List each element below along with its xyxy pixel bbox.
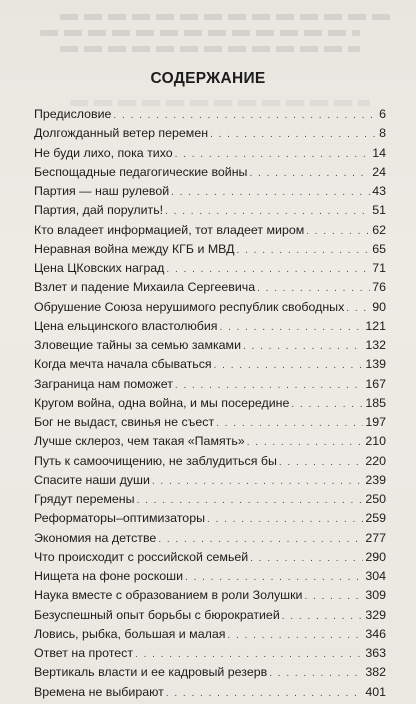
entry-page-number: 6 [379,107,386,121]
toc-entry [34,454,386,473]
entry-title: Цена ельцинского властолюбия [34,318,218,333]
entry-title: Реформаторы–оптимизаторы [34,511,205,526]
toc-entry [34,415,386,434]
toc-entry [34,184,386,203]
entry-page-number: 76 [372,280,386,295]
entry-page-number: 139 [365,357,386,372]
entry-title: Обрушение Союза нерушимого республик свободных [34,299,345,314]
dot-leader [165,206,370,217]
entry-page-number: 65 [372,241,386,256]
entry-title: Нищета на фоне роскоши [34,569,184,583]
toc-entry [34,242,386,261]
dot-leader [247,437,364,448]
toc-entry [34,627,386,646]
dot-leader [158,534,363,545]
dot-leader [175,380,363,391]
dot-leader [237,245,371,256]
toc-entry [34,146,386,165]
dot-leader [269,668,363,679]
entry-page-number: 309 [365,588,386,603]
entry-page-number: 250 [365,492,386,506]
entry-page-number: 8 [379,126,386,141]
entry-title: Спасите наши души [34,472,150,487]
toc-entry [34,511,386,530]
entry-page-number: 239 [365,472,386,487]
toc-entry [34,569,386,588]
entry-page-number: 90 [372,299,386,314]
dot-leader [175,149,371,160]
toc-entry [34,665,386,684]
toc-title: СОДЕРЖАНИЕ [150,70,266,87]
entry-title: Путь к самоочищению, не заблудиться бы [34,453,277,468]
dot-leader [185,572,363,583]
toc-entry [34,473,386,492]
toc-entry [34,319,386,338]
entry-page-number: 24 [372,164,386,179]
entry-page-number: 290 [365,549,386,564]
toc-entry [34,261,386,280]
bleed-through-text [60,46,360,52]
entry-title: Ловись, рыбка, большая и малая [34,626,226,641]
dot-leader [250,553,363,564]
dot-leader [243,341,363,352]
entry-title: Цена ЦКовских наград [34,261,165,275]
toc-entry [34,107,386,126]
dot-leader [304,591,363,602]
entry-page-number: 401 [365,684,386,699]
entry-title: Заграница нам поможет [34,376,173,391]
dot-leader [227,630,363,641]
entry-page-number: 329 [365,607,386,622]
entry-title: Беспощадные педагогические войны [34,164,248,179]
entry-title: Наука вместе с образованием в роли Золушки [34,588,303,603]
toc-entry [34,165,386,184]
dot-leader [291,399,363,410]
dot-leader [220,322,364,333]
dot-leader [306,226,370,237]
toc-entry [34,396,386,415]
toc-entry [34,588,386,607]
entry-title: Партия, дай порулить! [34,203,164,218]
entry-page-number: 71 [372,261,386,275]
entry-title: Вертикаль власти и ее кадровый резерв [34,665,268,680]
toc-entry [34,685,386,704]
entry-page-number: 220 [365,453,386,468]
entry-page-number: 346 [365,626,386,641]
dot-leader [216,418,363,429]
entry-title: Когда мечта начала сбываться [34,357,212,372]
entry-title: Партия — наш рулевой [34,184,170,198]
toc-entry [34,203,386,222]
entry-title: Безуспешный опыт борьбы с бюрократией [34,607,280,622]
dot-leader [279,457,363,468]
dot-leader [166,264,370,275]
entry-title: Долгожданный ветер перемен [34,126,209,141]
entry-title: Кто владеет информацией, тот владеет миром [34,222,305,237]
toc-entry [34,223,386,242]
toc-entry [34,377,386,396]
dot-leader [346,303,370,314]
entry-page-number: 382 [365,665,386,680]
entry-title: Неравная война между КГБ и МВД [34,241,235,256]
entry-title: Времена не выбирают [34,684,164,699]
dot-leader [171,187,370,198]
table-of-contents [34,107,386,704]
entry-page-number: 259 [365,511,386,526]
entry-title: Предисловие [34,107,112,121]
toc-entry [34,646,386,665]
entry-title: Экономия на детстве [34,530,157,545]
entry-page-number: 51 [372,203,386,218]
entry-page-number: 167 [365,376,386,391]
entry-title: Лучше склероз, чем такая «Память» [34,434,245,449]
toc-entry [34,550,386,569]
entry-page-number: 210 [365,434,386,449]
dot-leader [257,283,370,294]
entry-page-number: 121 [365,318,386,333]
toc-entry [34,608,386,627]
entry-page-number: 62 [372,222,386,237]
toc-entry [34,434,386,453]
entry-title: Ответ на протест [34,646,134,660]
dot-leader [207,514,363,525]
dot-leader [210,129,377,140]
entry-title: Не буди лихо, пока тихо [34,145,173,160]
entry-title: Зловещие тайны за семью замками [34,338,241,352]
entry-page-number: 43 [372,184,386,198]
bleed-through-text [60,14,390,20]
dot-leader [113,110,377,121]
entry-page-number: 185 [365,395,386,410]
entry-page-number: 197 [365,415,386,429]
toc-entry [34,531,386,550]
dot-leader [135,649,363,660]
entry-page-number: 132 [365,338,386,352]
toc-entry [34,338,386,357]
dot-leader [137,495,364,506]
entry-title: Бог не выдаст, свинья не съест [34,415,215,429]
dot-leader [152,476,363,487]
dot-leader [214,360,364,371]
entry-page-number: 363 [365,646,386,660]
dot-leader [166,688,364,699]
toc-entry [34,357,386,376]
entry-title: Кругом война, одна война, и мы посередине [34,395,290,410]
entry-title: Грядут перемены [34,492,135,506]
toc-entry [34,300,386,319]
entry-page-number: 304 [365,569,386,583]
dot-leader [282,611,364,622]
entry-title: Что происходит с российской семьей [34,549,249,564]
entry-page-number: 14 [372,145,386,160]
toc-entry [34,280,386,299]
entry-title: Взлет и падение Михаила Сергеевича [34,280,256,295]
entry-page-number: 277 [365,530,386,545]
bleed-through-text [70,100,370,106]
bleed-through-text [40,30,360,36]
dot-leader [249,168,370,179]
toc-entry [34,492,386,511]
toc-entry [34,126,386,145]
